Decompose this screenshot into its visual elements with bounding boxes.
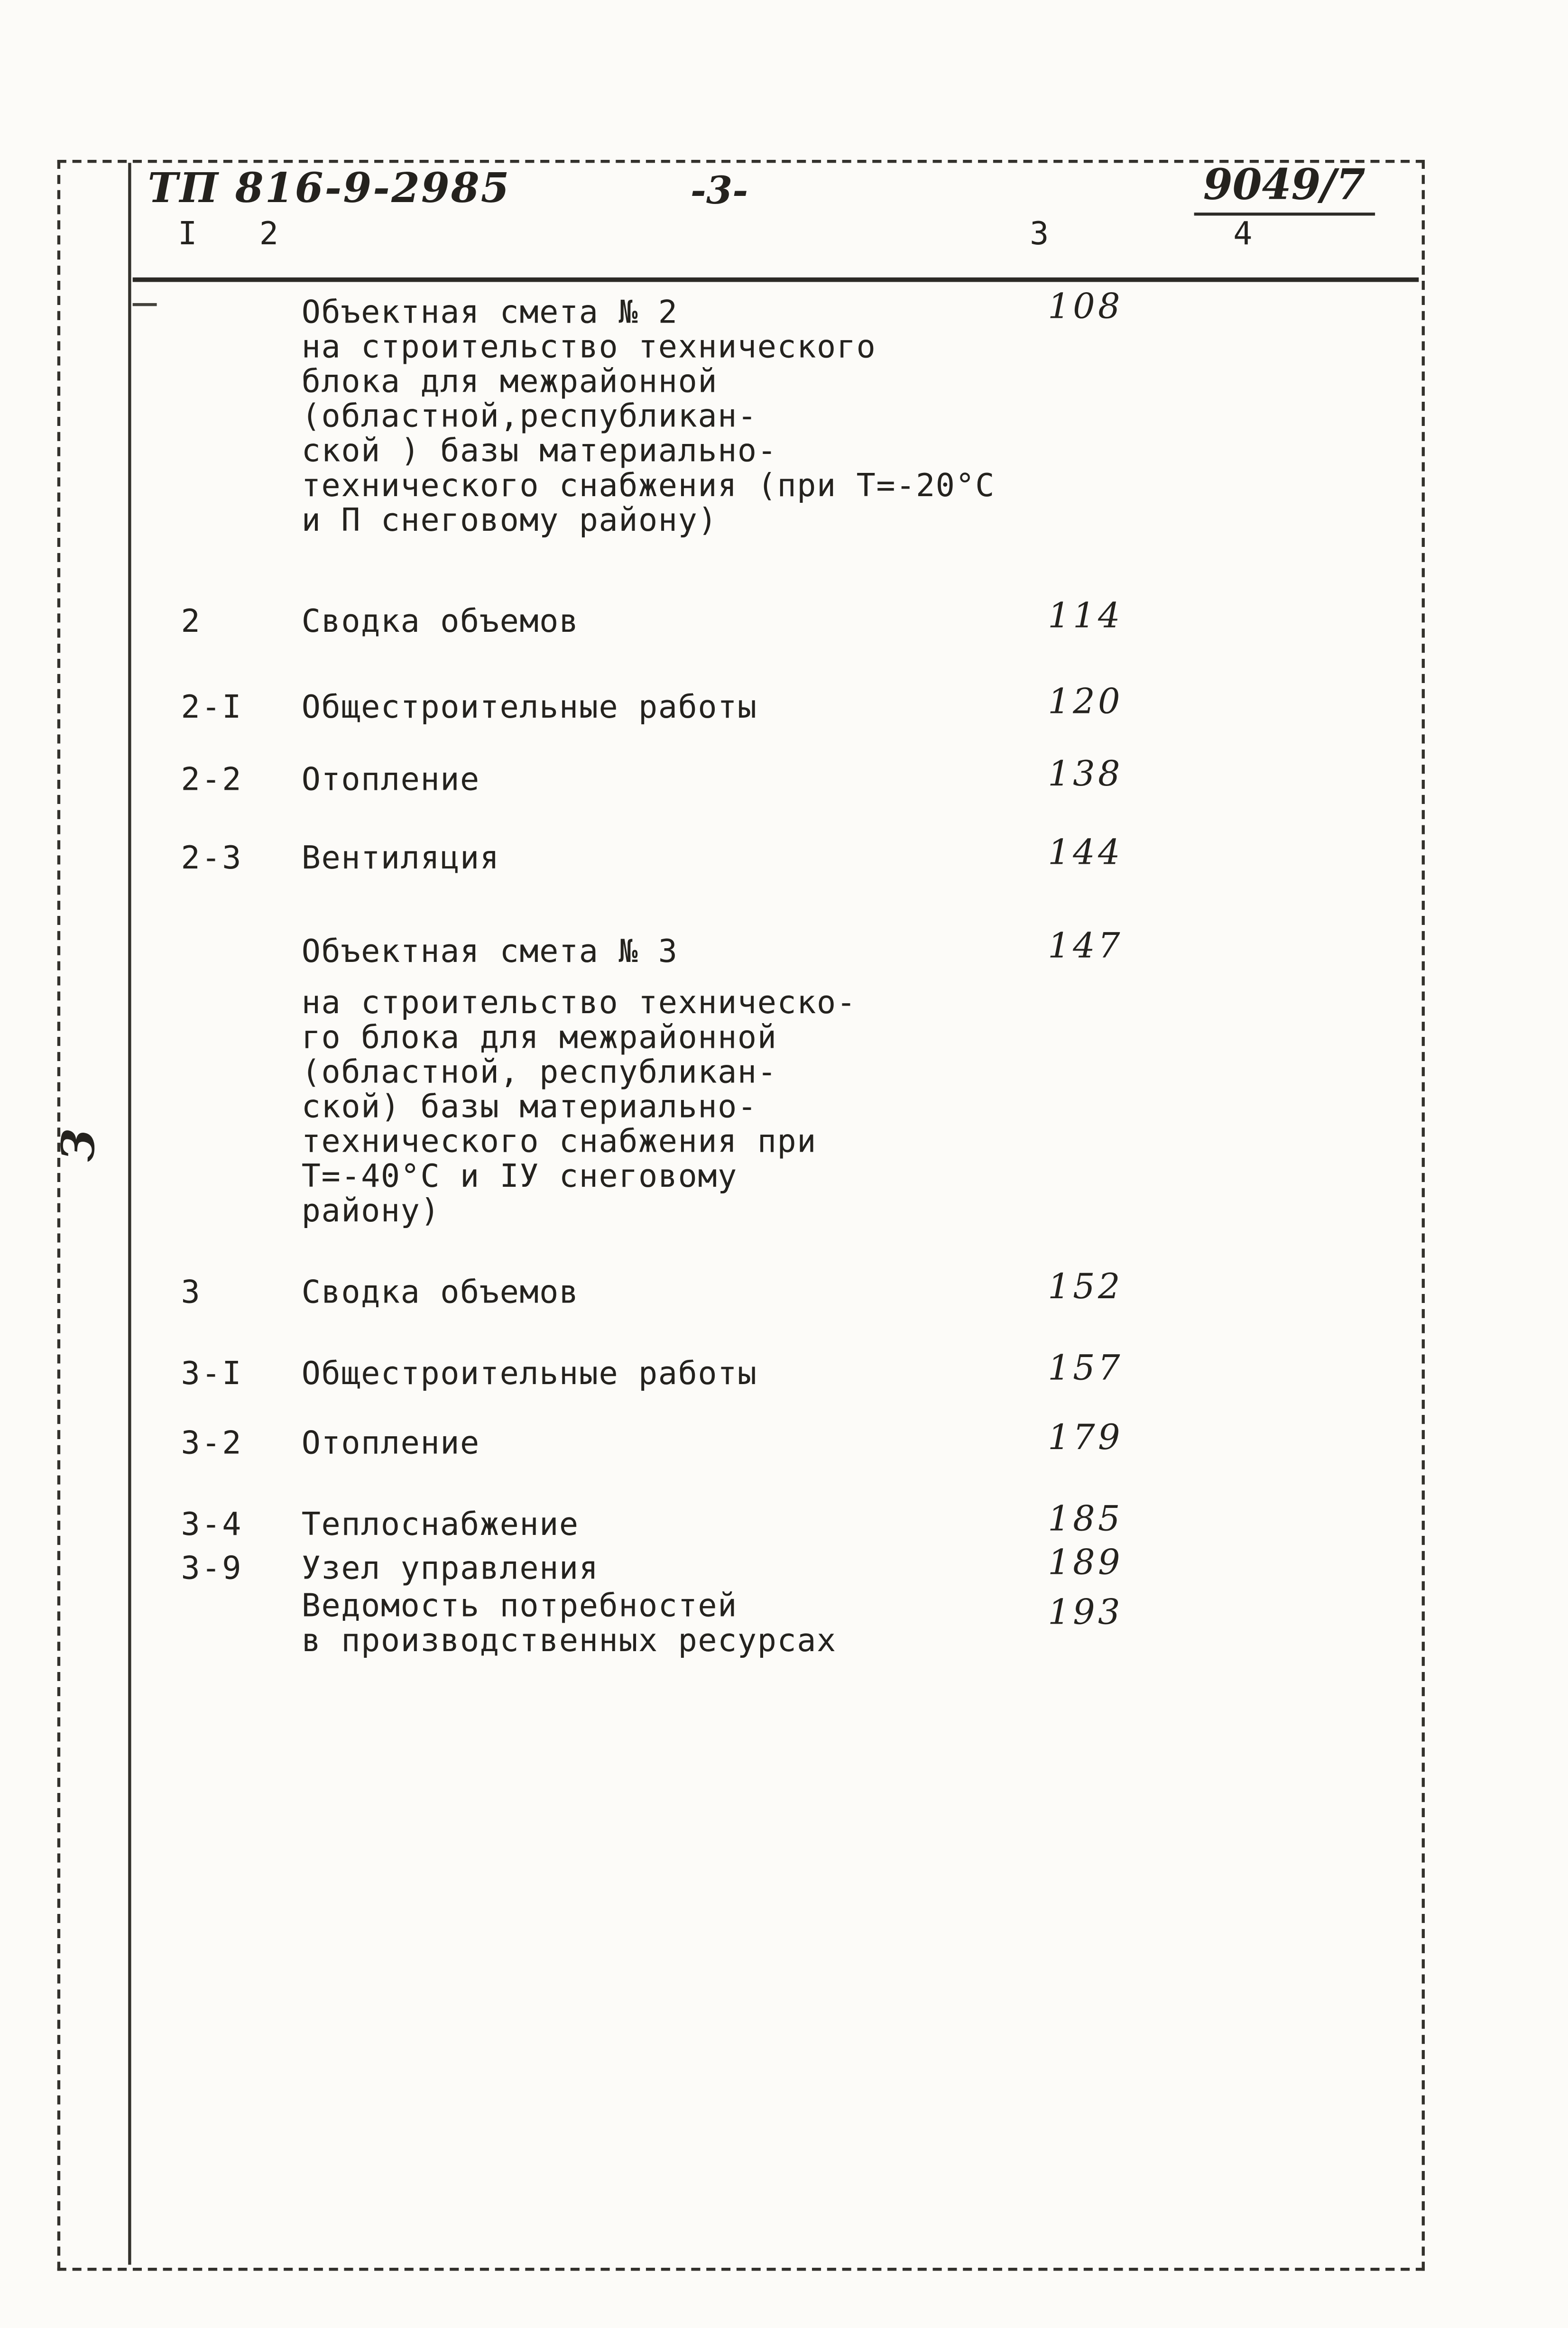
entry-title: [302, 691, 1041, 725]
title-line: на строительство техническо-: [301, 984, 857, 1021]
entry-index: 2: [181, 603, 202, 639]
entry-title: [302, 605, 1041, 639]
title-line: технического снабжения (при Т=-20°С: [301, 467, 996, 504]
doc-number: ТП 816-9-2985: [148, 166, 511, 213]
entry-index: 3-I: [181, 1355, 243, 1392]
column-header-3: 3: [1030, 215, 1049, 252]
title-line: на строительство технического: [301, 328, 876, 365]
title-line: (областной,республикан-: [301, 398, 757, 434]
title-line: блока для межрайонной: [301, 363, 718, 400]
entry-page: 144: [1048, 833, 1123, 873]
title-line: Вентиляция: [301, 840, 500, 876]
entry-title: [302, 1357, 1041, 1392]
entry-index: 3: [181, 1274, 202, 1311]
entry-index: 2-2: [181, 761, 243, 798]
column-header-1: I: [178, 215, 197, 252]
entry-title: [302, 1426, 1041, 1461]
entry-title: [302, 763, 1041, 797]
entry-page: 152: [1048, 1268, 1123, 1308]
margin-mark: З: [53, 1128, 107, 1163]
title-line: Объектная смета № 2: [301, 294, 678, 331]
entry-index: 2-I: [181, 689, 243, 726]
title-line: (областной, республикан-: [301, 1054, 777, 1090]
entry-title: [302, 1552, 1041, 1586]
title-line: и П снеговому району): [301, 502, 718, 538]
entry-index: 3-4: [181, 1506, 243, 1543]
entry-title: [302, 1589, 1041, 1659]
title-line: Узел управления: [301, 1550, 599, 1587]
entry-index: 3-9: [181, 1550, 243, 1587]
title-line: технического снабжения при: [301, 1123, 817, 1160]
title-line: Ведомость потребностей: [301, 1588, 738, 1624]
title-line: Т=-40°С и IУ снеговому: [301, 1158, 738, 1194]
entry-page: 179: [1048, 1419, 1123, 1458]
column-header-2: 2: [259, 215, 278, 252]
title-line: Сводка объемов: [301, 1274, 579, 1311]
entry-title: [302, 1275, 1041, 1310]
margin-tick: [133, 303, 157, 306]
entry-title: [302, 935, 1041, 1229]
title-line: Отопление: [301, 1425, 480, 1461]
entry-page: 138: [1048, 755, 1123, 795]
entry-title: [302, 1508, 1041, 1543]
title-line: Отопление: [301, 761, 480, 798]
entry-page: 120: [1048, 683, 1123, 722]
entry-page: 157: [1048, 1349, 1123, 1389]
title-line: району): [301, 1192, 441, 1229]
binding-margin-line: [128, 163, 131, 2264]
entry-index: 3-2: [181, 1425, 243, 1461]
header-underline: [133, 277, 1419, 281]
title-line: ской ) базы материально-: [301, 433, 777, 469]
column-header-4: 4: [1233, 215, 1253, 252]
entry-page: 108: [1048, 288, 1123, 327]
entry-title: [302, 841, 1041, 876]
entry-title: [302, 296, 1041, 538]
sheet-number: -3-: [690, 169, 748, 213]
entry-page: 147: [1048, 927, 1123, 967]
title-paragraph: [302, 986, 1041, 1229]
entry-page: 114: [1048, 597, 1123, 637]
entry-index: 2-3: [181, 840, 243, 876]
title-line: Сводка объемов: [301, 603, 579, 639]
entry-page: 185: [1048, 1500, 1123, 1540]
entry-page: 189: [1048, 1544, 1123, 1583]
title-line: ской) базы материально-: [301, 1089, 757, 1125]
entry-page: 193: [1048, 1594, 1123, 1633]
title-line: го блока для межрайонной: [301, 1019, 777, 1056]
title-line: Теплоснабжение: [301, 1506, 579, 1543]
archive-number: 9049/7: [1194, 160, 1374, 216]
title-line: Общестроительные работы: [301, 689, 757, 726]
title-line: Общестроительные работы: [301, 1355, 757, 1392]
title-line: в производственных ресурсах: [301, 1622, 837, 1659]
title-line: Объектная смета № 3: [301, 933, 678, 970]
